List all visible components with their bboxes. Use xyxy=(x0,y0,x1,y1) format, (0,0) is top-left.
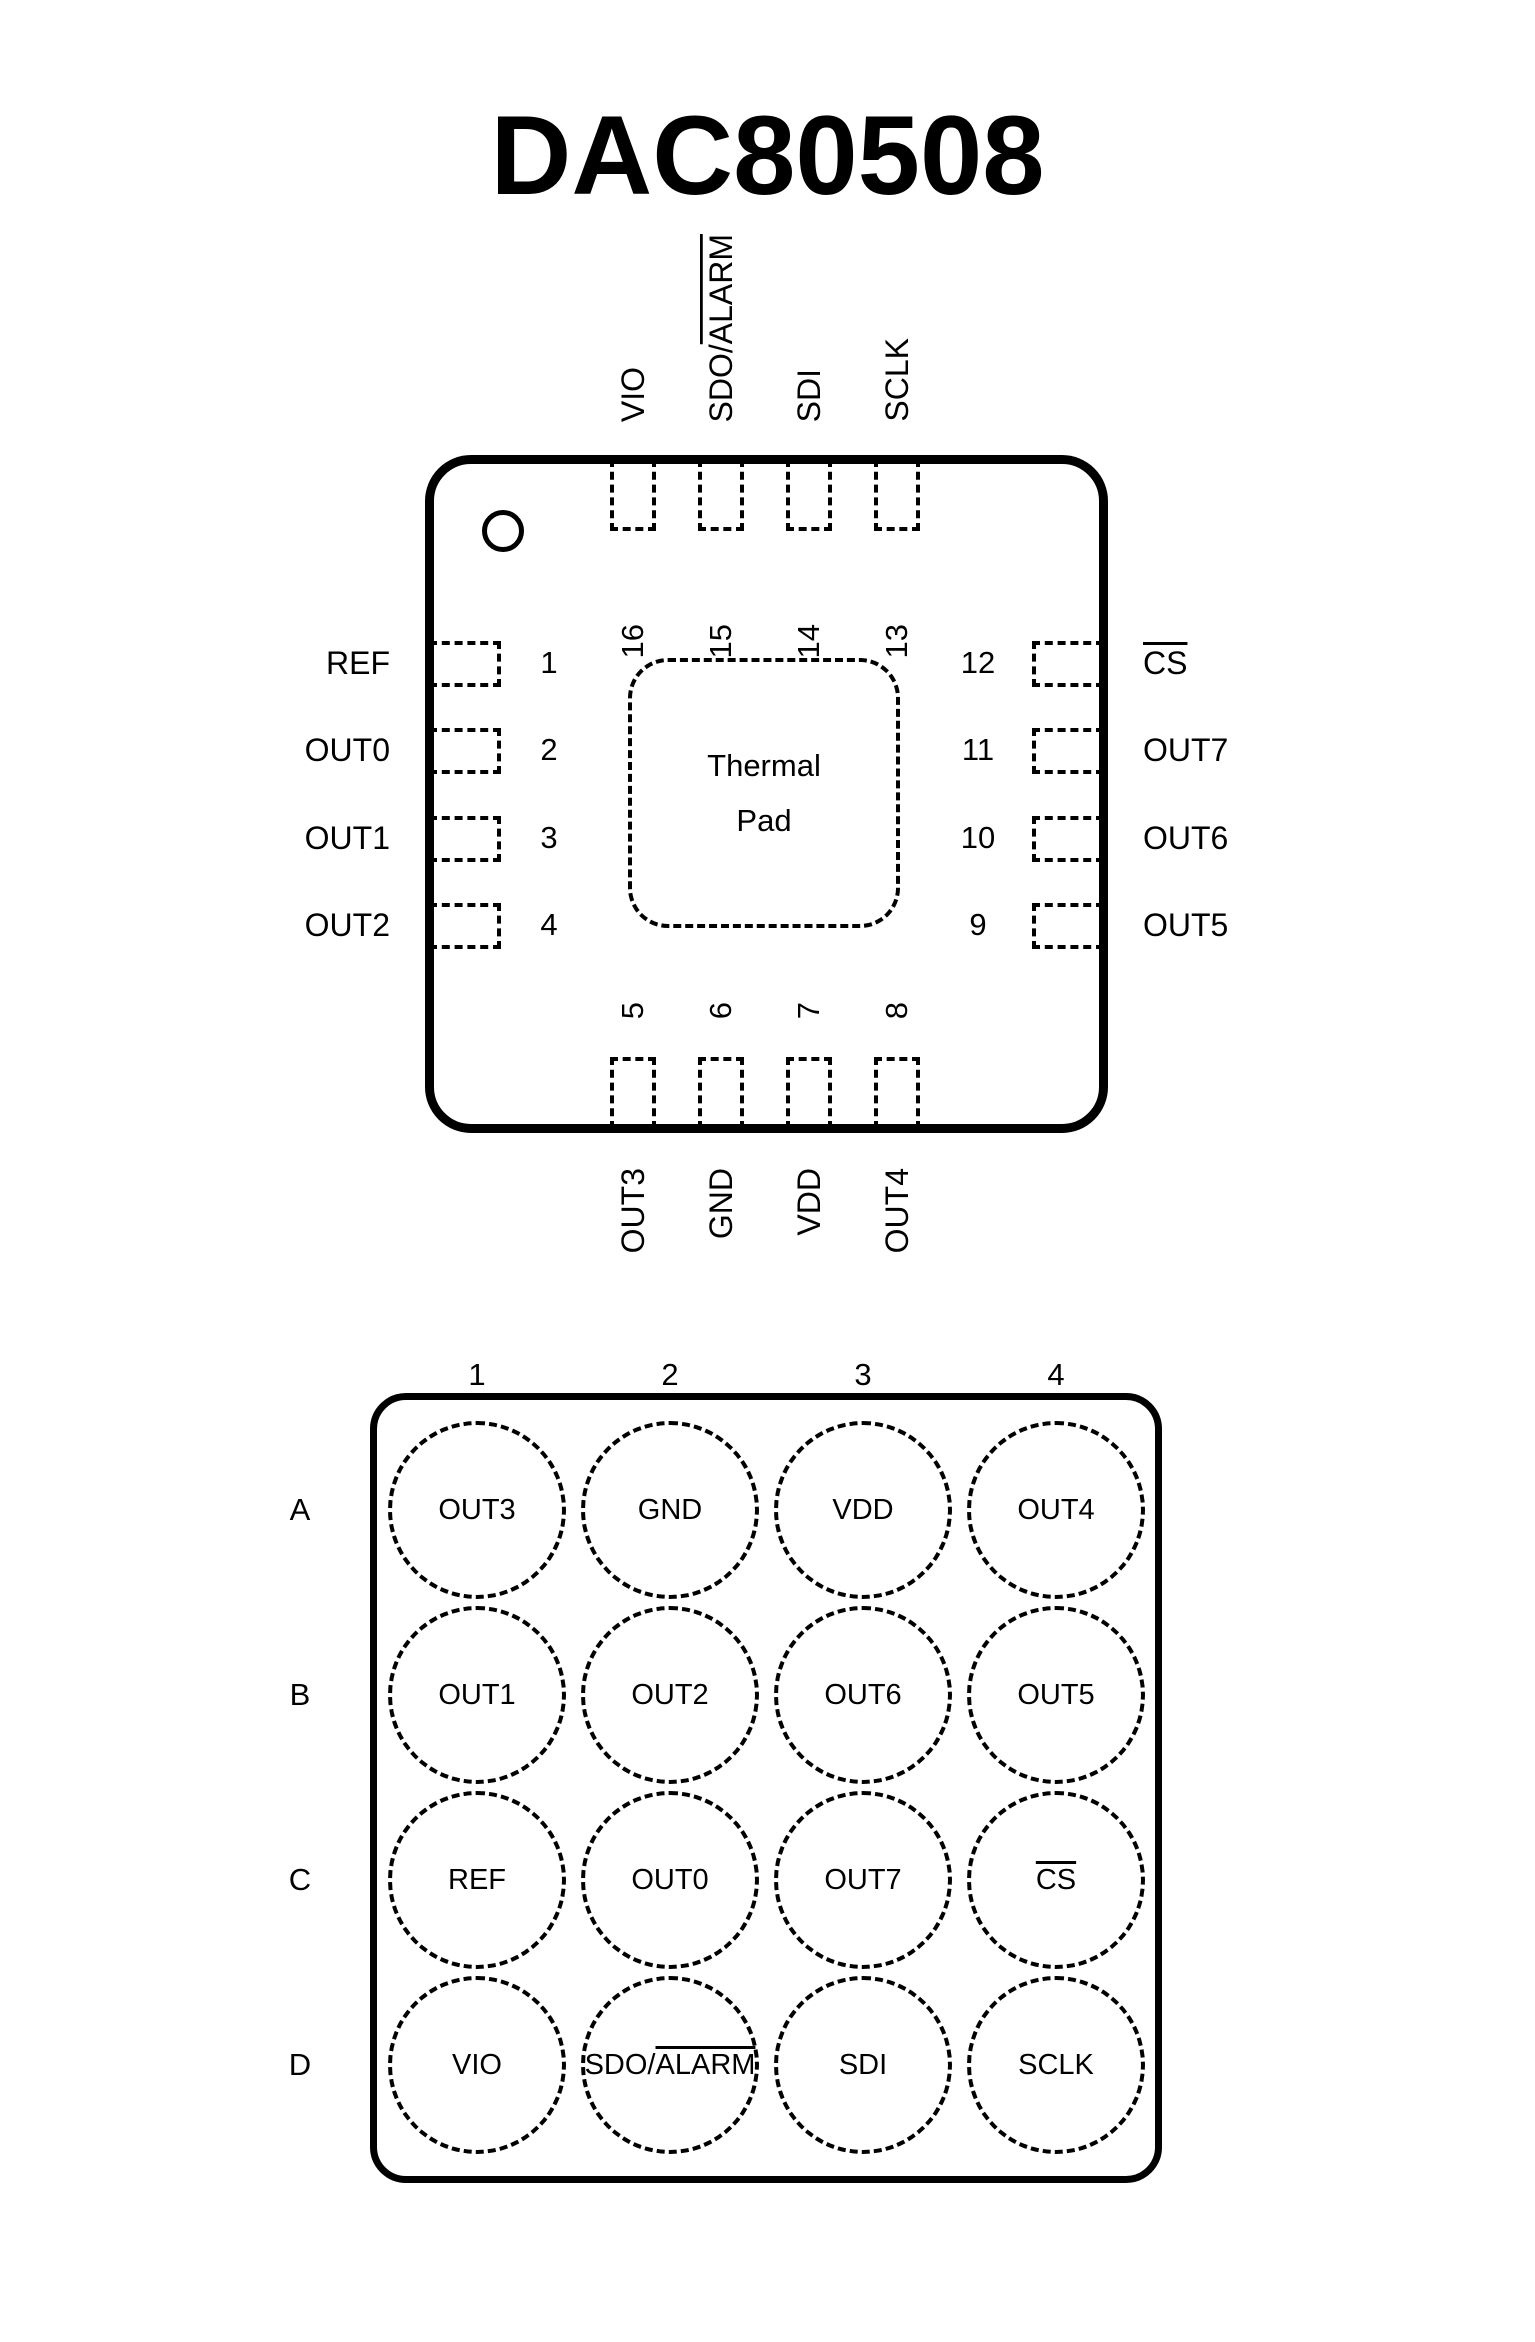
bga-ball-C1 xyxy=(388,1791,566,1969)
pin-label-out2: OUT2 xyxy=(304,907,390,943)
bga-ball-C3 xyxy=(774,1791,952,1969)
bga-ball-D2 xyxy=(581,1976,759,2154)
pin-label-sdi: SDI xyxy=(791,368,827,422)
pin-label-ref: REF xyxy=(326,645,390,681)
pin-number-1: 1 xyxy=(540,645,558,680)
bga-ball-A2 xyxy=(581,1421,759,1599)
bga-ball-label: OUT0 xyxy=(631,1863,709,1896)
pin-label-out0: OUT0 xyxy=(304,732,390,768)
pin-number-3: 3 xyxy=(540,820,558,855)
bga-ball-label: OUT7 xyxy=(824,1863,902,1896)
pin-label-out3: OUT3 xyxy=(615,1168,651,1254)
pin-number-text-13: 13 xyxy=(879,623,914,659)
bga-row-label-B: B xyxy=(289,1677,311,1712)
bga-ball-label: SDO/ALARM xyxy=(584,2048,756,2081)
bga-ball-label: VDD xyxy=(832,1493,894,1526)
bga-ball-label: GND xyxy=(637,1493,703,1526)
thermal-pad-label-line1: Thermal xyxy=(707,748,821,783)
pin-number-text-15: 15 xyxy=(703,623,738,659)
thermal-pad-label-line2: Pad xyxy=(736,803,792,838)
bga-ball-B1 xyxy=(388,1606,566,1784)
pin-label-out6: OUT6 xyxy=(1143,820,1229,856)
pin-number-text-5: 5 xyxy=(615,1002,650,1020)
pin-number-2: 2 xyxy=(540,732,558,767)
pin-label-sclk: SCLK xyxy=(879,338,915,422)
bga-column-header-4: 4 xyxy=(1047,1357,1065,1392)
bga-ball-B4 xyxy=(967,1606,1145,1784)
chip-title: DAC80508 xyxy=(490,93,1045,218)
bga-ball-D1 xyxy=(388,1976,566,2154)
bga-ball-label: OUT6 xyxy=(824,1678,902,1711)
bga-ball-label: OUT1 xyxy=(438,1678,516,1711)
pin-number-text-8: 8 xyxy=(879,1002,914,1020)
overline-text: ALARM xyxy=(703,233,739,344)
bga-ball-label: OUT2 xyxy=(631,1678,709,1711)
pin-label-out4: OUT4 xyxy=(879,1168,915,1254)
pin-number-text-7: 7 xyxy=(791,1002,826,1020)
pin-number-4: 4 xyxy=(540,907,558,942)
pin-number-9: 9 xyxy=(969,907,987,942)
pin-number-12: 12 xyxy=(960,645,996,680)
pin-number-text-6: 6 xyxy=(703,1002,738,1020)
pin-label-out1: OUT1 xyxy=(304,820,390,856)
pin-number-10: 10 xyxy=(960,820,996,855)
bga-ball-A1 xyxy=(388,1421,566,1599)
bga-ball-C2 xyxy=(581,1791,759,1969)
bga-ball-D3 xyxy=(774,1976,952,2154)
pin-label-vio: VIO xyxy=(615,366,651,422)
bga-column-header-1: 1 xyxy=(468,1357,486,1392)
overline-text: $\overline{CS}$ xyxy=(1035,1863,1077,1896)
pin-label-gnd: GND xyxy=(703,1168,739,1240)
bga-ball-A3 xyxy=(774,1421,952,1599)
bga-ball-A4 xyxy=(967,1421,1145,1599)
bga-ball-label: REF xyxy=(448,1863,506,1896)
overline-text: $\overline{CS}$ xyxy=(1143,645,1188,681)
bga-ball-C4 xyxy=(967,1791,1145,1969)
bga-row-label-A: A xyxy=(289,1492,311,1527)
bga-ball-label: VIO xyxy=(452,2048,502,2081)
overline-text: ALARM xyxy=(655,2048,756,2081)
pin-number-text-16: 16 xyxy=(615,623,650,659)
bga-ball-label: OUT4 xyxy=(1017,1493,1095,1526)
bga-ball-label xyxy=(1036,1864,1076,1897)
bga-ball-D4 xyxy=(967,1976,1145,2154)
bga-row-label-C: C xyxy=(288,1862,312,1897)
bga-ball-label: OUT3 xyxy=(438,1493,516,1526)
pin-label-vdd: VDD xyxy=(791,1168,827,1236)
bga-column-header-2: 2 xyxy=(661,1357,679,1392)
bga-ball-B3 xyxy=(774,1606,952,1784)
pin-number-text-14: 14 xyxy=(791,623,826,659)
bga-column-header-3: 3 xyxy=(854,1357,872,1392)
bga-ball-label: SDI xyxy=(838,2048,888,2081)
pin-label-sdo-alarm: SDO/ALARM xyxy=(703,233,739,422)
pin-label-out5: OUT5 xyxy=(1143,907,1229,943)
bga-ball-label: OUT5 xyxy=(1017,1678,1095,1711)
pin-number-11: 11 xyxy=(961,732,995,767)
bga-ball-B2 xyxy=(581,1606,759,1784)
bga-row-label-D: D xyxy=(288,2047,312,2082)
pin-label-out7: OUT7 xyxy=(1143,732,1229,768)
bga-ball-label: SCLK xyxy=(1018,2048,1094,2081)
